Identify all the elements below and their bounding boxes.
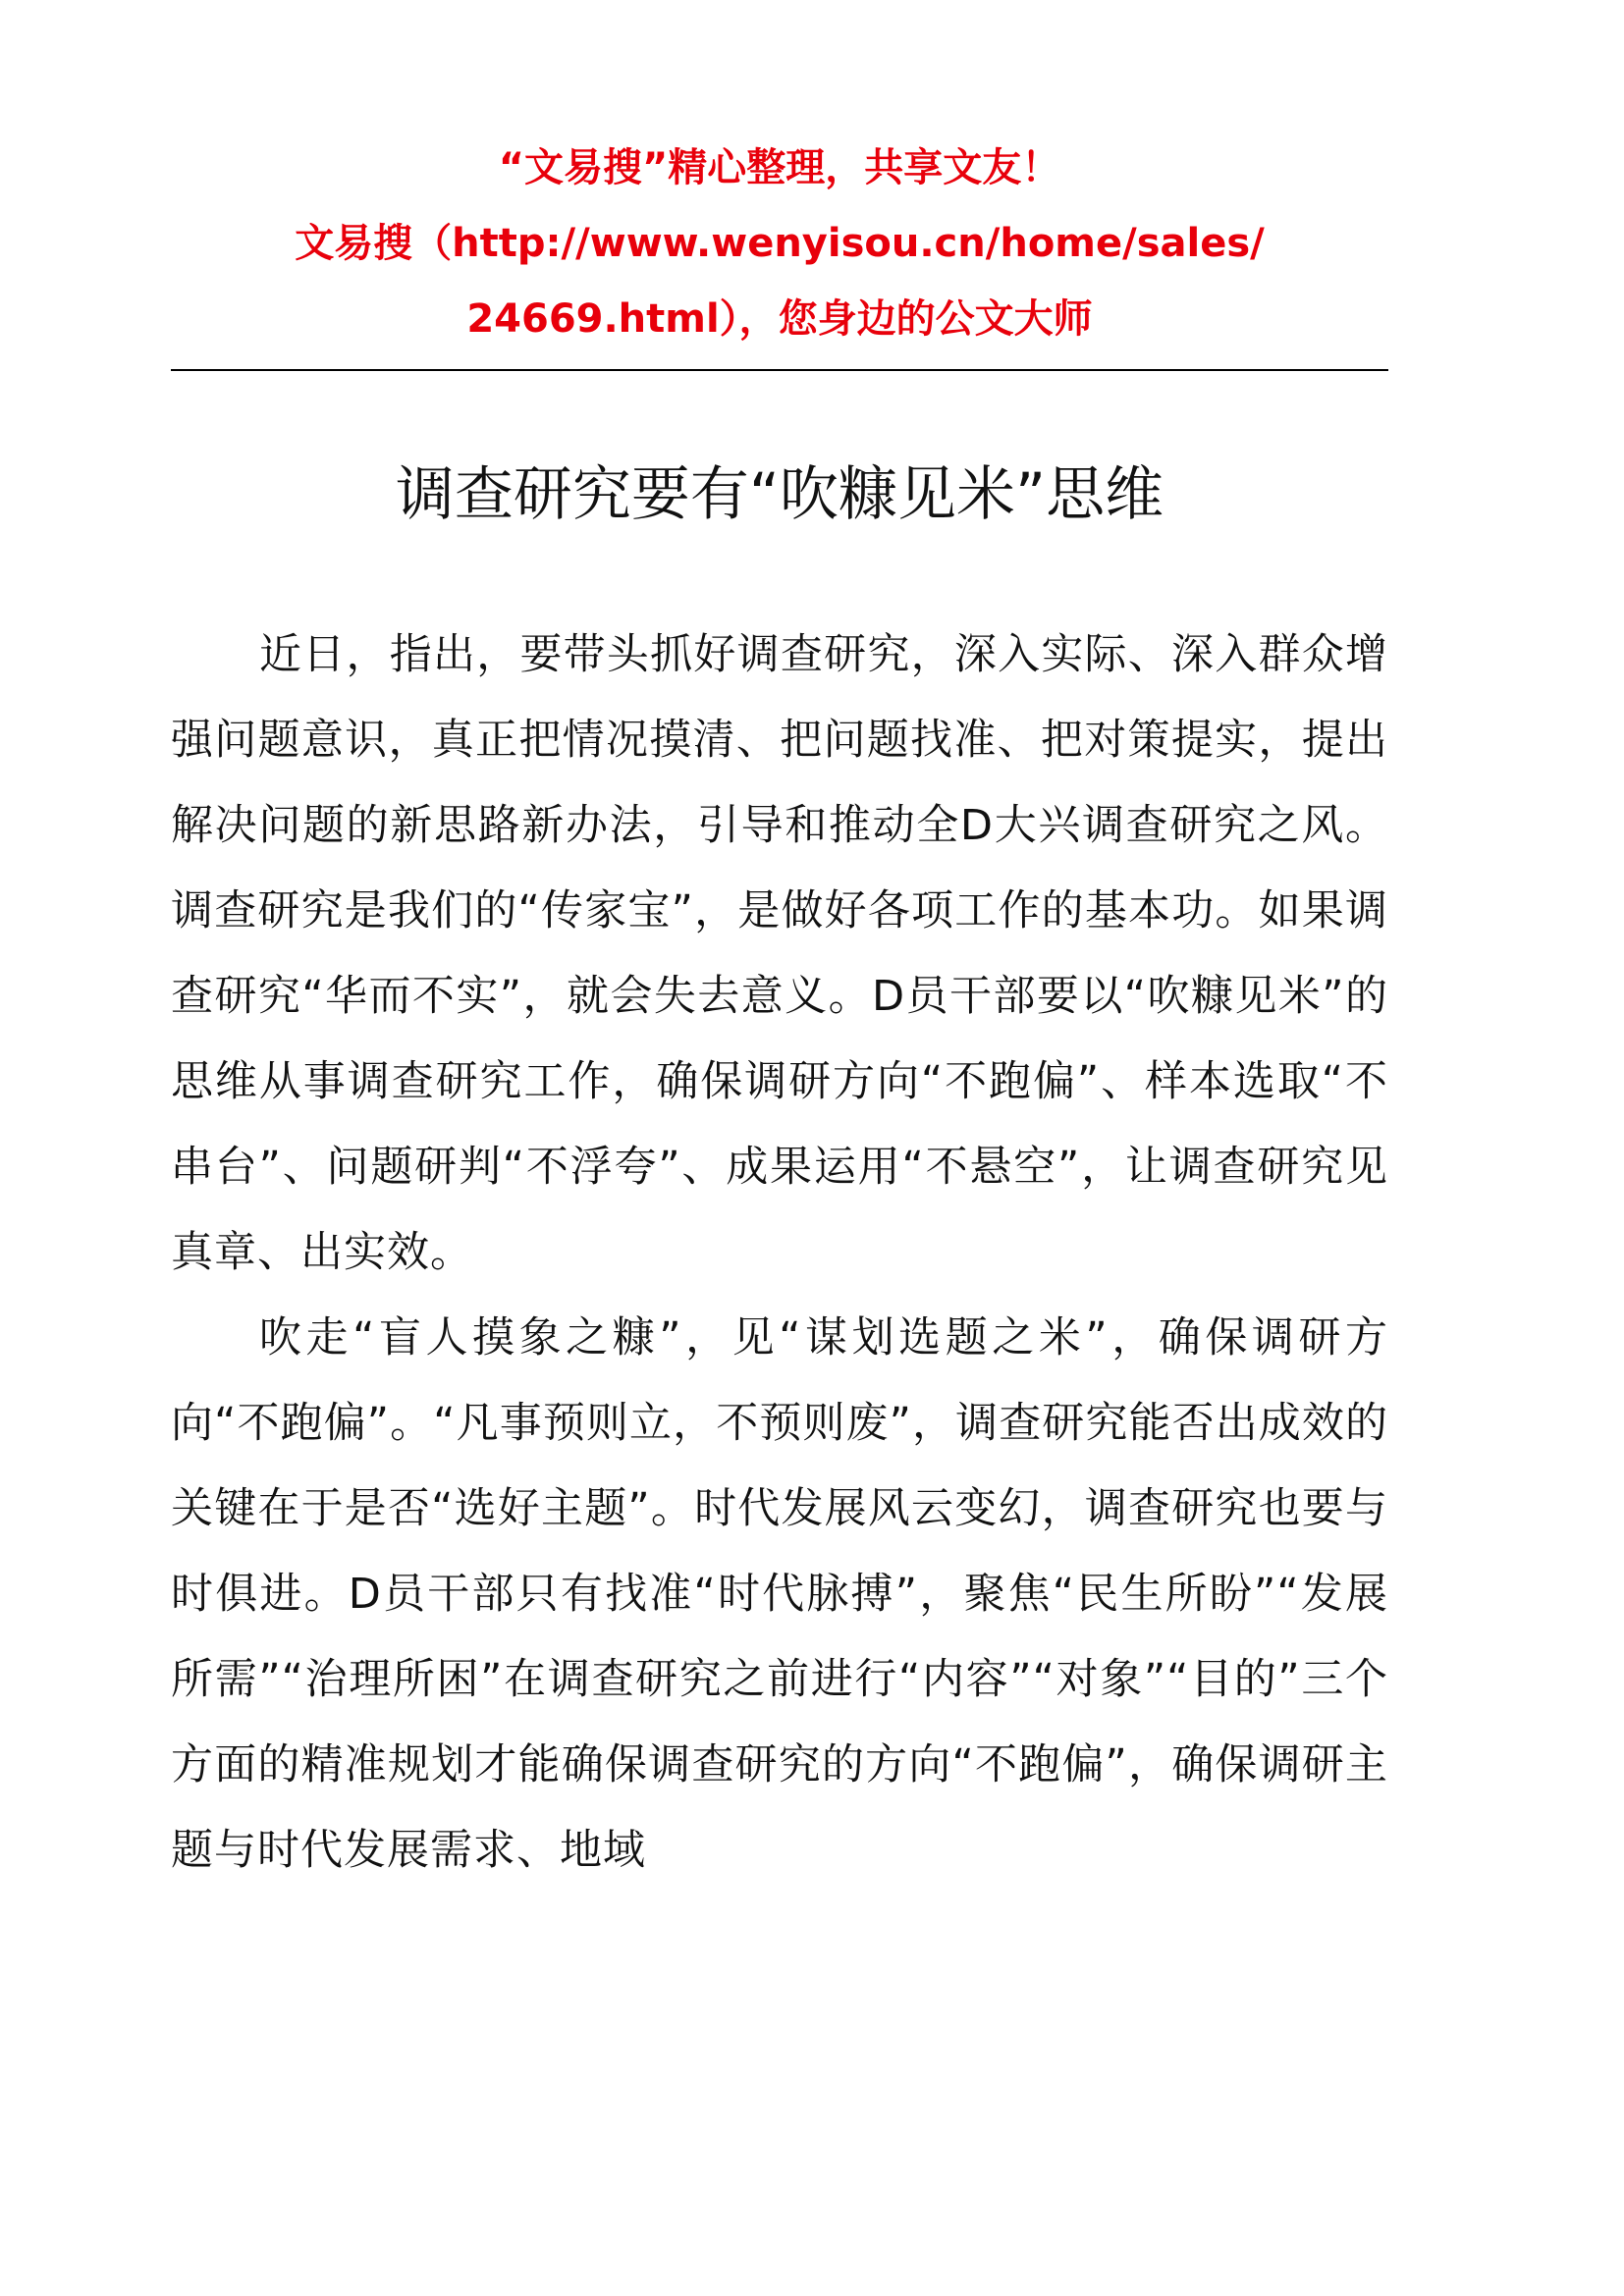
paragraph-2: 吹走“盲人摸象之糠”，见“谋划选题之米”，确保调研方向“不跑偏”。“凡事预则立，不预则废”，调查研究能否出成效的关键在于是否“选好主题”。时代发展风云变幻，调查研究也要与时俱进。D员干部只有找准“时代脉搏”，聚焦“民生所盼”“发展所需”“治理所困”在调查研究之前进行“内容”“对象”“目的”三个方面的精准规划才能确保调查研究的方向“不跑偏”，确保调研主题与时代发展需求、地域: [171, 1313, 1388, 1875]
document-body: [171, 613, 1388, 1894]
header-divider: [171, 369, 1388, 371]
header-line-2: 文易搜（http://www.wenyisou.cn/home/sales/: [295, 221, 1265, 266]
paragraph-1: 近日，指出，要带头抓好调查研究，深入实际、深入群众增强问题意识，真正把情况摸清、把问题找准、把对策提实，提出解决问题的新思路新办法，引导和推动全D大兴调查研究之风。调查研究是我们的“传家宝”，是做好各项工作的基本功。如果调查研究“华而不实”，就会失去意义。D员干部要以“吹糠见米”的思维从事调查研究工作，确保调研方向“不跑偏”、样本选取“不串台”、问题研判“不浮夸”、成果运用“不悬空”，让调查研究见真章、出实效。: [171, 630, 1388, 1277]
document-page: [171, 0, 1388, 1894]
header-line-3: 24669.html），您身边的公文大师: [466, 296, 1093, 342]
watermark-header: [171, 0, 1388, 357]
document-title: 调查研究要有“吹糠见米”思维: [395, 460, 1164, 529]
header-line-1: “文易搜”精心整理，共享文友！: [498, 145, 1061, 190]
